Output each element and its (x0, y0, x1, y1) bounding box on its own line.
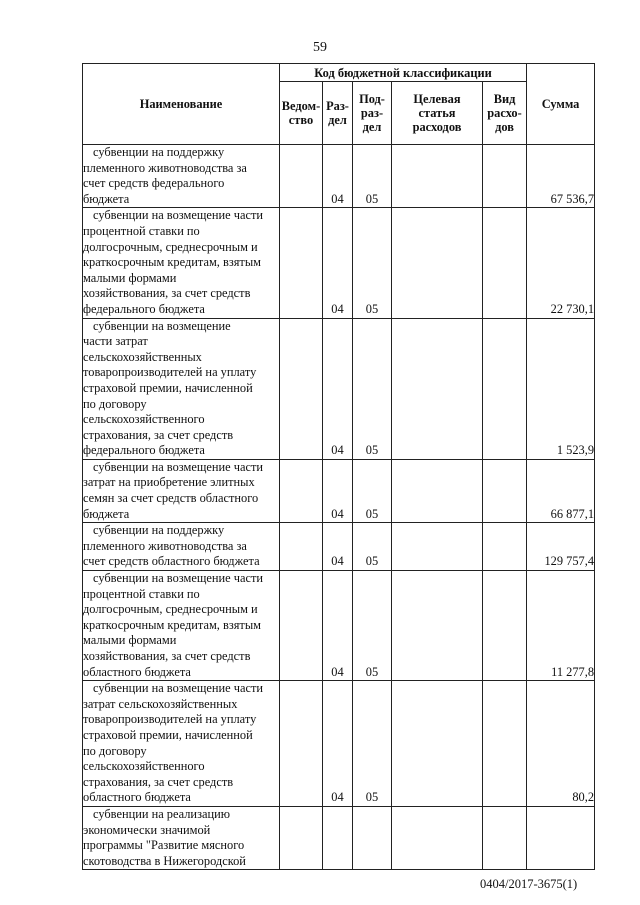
cell-podrazdel: 05 (353, 208, 392, 318)
row-name-line: субвенции на возмещение части (93, 459, 263, 474)
cell-razdel (323, 806, 353, 869)
row-name-line: субвенции на поддержку (93, 523, 225, 538)
page-number: 59 (313, 40, 327, 55)
row-name-line: племенного животноводства за (83, 538, 247, 553)
cell-vedomstvo (280, 806, 323, 869)
cell-razdel: 04 (323, 571, 353, 681)
row-name (83, 208, 280, 318)
cell-celevaya-statya (392, 208, 483, 318)
cell-sum: 80,2 (527, 681, 595, 807)
cell-vedomstvo (280, 571, 323, 681)
cell-vid-rashodov (483, 681, 527, 807)
header-celevaya-statya: Целевая статья расходов (392, 82, 483, 145)
cell-razdel: 04 (323, 681, 353, 807)
cell-celevaya-statya (392, 523, 483, 571)
row-name-line: программы "Развитие мясного (83, 838, 245, 853)
cell-vedomstvo (280, 523, 323, 571)
row-name-line: малыми формами (83, 270, 177, 285)
row-name-line: бюджета (83, 191, 130, 206)
cell-podrazdel: 05 (353, 523, 392, 571)
cell-podrazdel: 05 (353, 459, 392, 522)
table-row (83, 806, 595, 869)
row-name-line: долгосрочным, среднесрочным и (83, 602, 258, 617)
cell-podrazdel: 05 (353, 145, 392, 208)
row-name-line: племенного животноводства за (83, 160, 247, 175)
cell-sum: 66 877,1 (527, 459, 595, 522)
cell-podrazdel: 05 (353, 571, 392, 681)
row-name (83, 681, 280, 807)
row-name-line: малыми формами (83, 633, 177, 648)
row-name (83, 806, 280, 869)
row-name-line: скотоводства в Нижегородской (83, 853, 246, 868)
table-row (83, 145, 595, 208)
cell-vid-rashodov (483, 523, 527, 571)
row-name (83, 459, 280, 522)
row-name-line: процентной ставки по (83, 223, 200, 238)
cell-vedomstvo (280, 681, 323, 807)
cell-sum: 67 536,7 (527, 145, 595, 208)
document-code: 0404/2017-3675(1) (480, 877, 578, 891)
row-name-line: субвенции на возмещение (93, 318, 231, 333)
cell-celevaya-statya (392, 459, 483, 522)
cell-razdel: 04 (323, 523, 353, 571)
cell-sum: 129 757,4 (527, 523, 595, 571)
row-name-line: федерального бюджета (83, 443, 205, 458)
table-row (83, 681, 595, 807)
row-name-line: субвенции на возмещение части (93, 208, 263, 223)
table-row (83, 208, 595, 318)
cell-celevaya-statya (392, 145, 483, 208)
cell-vid-rashodov (483, 571, 527, 681)
row-name-line: по договору (83, 743, 147, 758)
table-row (83, 571, 595, 681)
row-name-line: хозяйствования, за счет средств (83, 286, 251, 301)
row-name-line: страховой премии, начисленной (83, 380, 253, 395)
cell-celevaya-statya (392, 571, 483, 681)
row-name-line: сельскохозяйственного (83, 412, 205, 427)
row-name-line: экономически значимой (83, 822, 211, 837)
cell-vid-rashodov (483, 208, 527, 318)
table-row (83, 523, 595, 571)
cell-vedomstvo (280, 459, 323, 522)
row-name-line: товаропроизводителей на уплату (83, 712, 257, 727)
row-name-line: субвенции на возмещение части (93, 571, 263, 586)
cell-sum (527, 806, 595, 869)
row-name-line: областного бюджета (83, 790, 191, 805)
cell-razdel: 04 (323, 208, 353, 318)
cell-vid-rashodov (483, 459, 527, 522)
row-name (83, 318, 280, 459)
row-name-line: затрат сельскохозяйственных (83, 696, 238, 711)
row-name-line: долгосрочным, среднесрочным и (83, 239, 258, 254)
row-name-line: страховой премии, начисленной (83, 727, 253, 742)
row-name (83, 523, 280, 571)
cell-vid-rashodov (483, 806, 527, 869)
cell-razdel: 04 (323, 318, 353, 459)
row-name-line: федерального бюджета (83, 301, 205, 316)
header-podrazdel: Под- раз- дел (353, 82, 392, 145)
header-vid-rashodov: Вид расхо- дов (483, 82, 527, 145)
cell-razdel: 04 (323, 145, 353, 208)
table-body (83, 145, 595, 870)
row-name-line: товаропроизводителей на уплату (83, 365, 257, 380)
row-name-line: областного бюджета (83, 664, 191, 679)
row-name-line: страхования, за счет средств (83, 427, 234, 442)
row-name-line: краткосрочным кредитам, взятым (83, 617, 262, 632)
cell-celevaya-statya (392, 806, 483, 869)
row-name-line: бюджета (83, 506, 130, 521)
row-name (83, 145, 280, 208)
cell-celevaya-statya (392, 318, 483, 459)
budget-table (82, 63, 595, 870)
cell-razdel: 04 (323, 459, 353, 522)
cell-podrazdel (353, 806, 392, 869)
row-name-line: по договору (83, 396, 147, 411)
cell-vedomstvo (280, 208, 323, 318)
row-name-line: страхования, за счет средств (83, 774, 234, 789)
table-row (83, 459, 595, 522)
cell-vid-rashodov (483, 318, 527, 459)
cell-sum: 11 277,8 (527, 571, 595, 681)
row-name-line: субвенции на возмещение части (93, 681, 263, 696)
row-name-line: затрат на приобретение элитных (83, 475, 255, 490)
row-name-line: субвенции на поддержку (93, 145, 225, 159)
row-name-line: счет средств областного бюджета (83, 554, 260, 569)
row-name-line: семян за счет средств областного (83, 491, 259, 506)
cell-celevaya-statya (392, 681, 483, 807)
cell-podrazdel: 05 (353, 318, 392, 459)
row-name-line: части затрат (83, 334, 148, 349)
table-row (83, 318, 595, 459)
header-razdel: Раз- дел (323, 82, 353, 145)
row-name (83, 571, 280, 681)
row-name-line: сельскохозяйственного (83, 759, 205, 774)
cell-vedomstvo (280, 145, 323, 208)
header-vedomstvo: Ведом- ство (280, 82, 323, 145)
header-sum: Сумма (527, 64, 595, 145)
cell-vid-rashodov (483, 145, 527, 208)
row-name-line: сельскохозяйственных (83, 349, 202, 364)
cell-sum: 22 730,1 (527, 208, 595, 318)
row-name-line: процентной ставки по (83, 586, 200, 601)
table-header (83, 64, 595, 145)
row-name-line: краткосрочным кредитам, взятым (83, 255, 262, 270)
header-name: Наименование (83, 64, 280, 145)
cell-vedomstvo (280, 318, 323, 459)
row-name-line: хозяйствования, за счет средств (83, 649, 251, 663)
row-name-line: счет средств федерального (83, 176, 225, 191)
row-name-line: субвенции на реализацию (93, 806, 230, 821)
cell-sum: 1 523,9 (527, 318, 595, 459)
header-classification-group: Код бюджетной классификации (280, 64, 527, 82)
cell-podrazdel: 05 (353, 681, 392, 807)
